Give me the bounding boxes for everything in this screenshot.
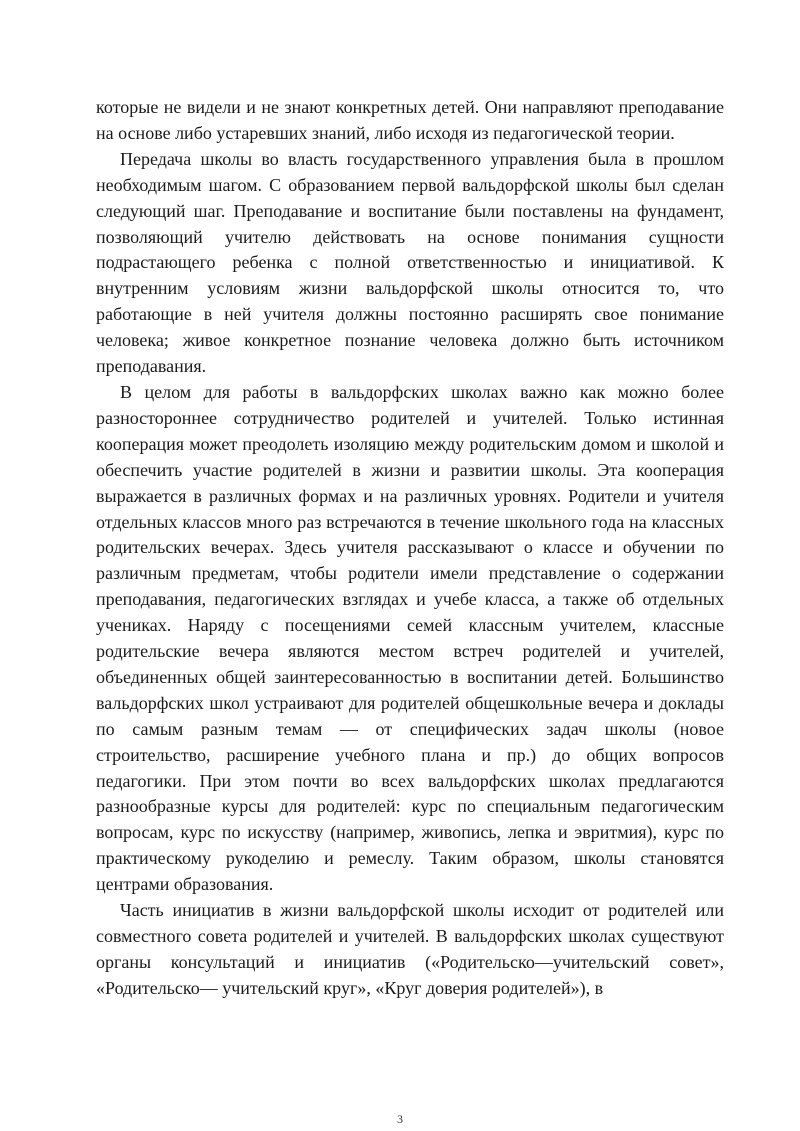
page-body (96, 95, 724, 1002)
paragraph-parent-teacher-cooperation: В целом для работы в вальдорфских школах важно как можно более разностороннее сотрудничество родителей и учителей. Только истинная кооперация может преодолеть изоляцию между родительским домом и школой и обеспечить участие родителей в жизни и развитии школы. Эта кооперация выражается в различных формах и на различных уровнях. Родители и учителя отдельных классов много раз встречаются в течение школьного года на классных родительских вечерах. Здесь учителя рассказывают о классе и обучении по различным предметам, чтобы родители имели представление о содержании преподавания, педагогических взглядах и учебе класса, а также об отдельных учениках. Наряду с посещениями семей классным учителем, классные родительские вечера являются местом встреч родителей и учителей, объединенных общей заинтересованностью в воспитании детей. Большинство вальдорфских школ устраивают для родителей общешкольные вечера и доклады по самым разным темам — от специфических задач школы (новое строительство, расширение учебного плана и пр.) до общих вопросов педагогики. При этом почти во всех вальдорфских школах предлагаются разнообразные курсы для родителей: курс по специальным педагогическим вопросам, курс по искусству (например, живопись, лепка и эвритмия), курс по практическому рукоделию и ремеслу. Таким образом, школы становятся центрами образования. (96, 381, 724, 895)
paragraph-parent-initiatives: Часть инициатив в жизни вальдорфской школы исходит от родителей или совместного совета родителей и учителей. В вальдорфских школах существуют органы консультаций и инициатив («Родительско—учительский совет», «Родительско— учительский круг», «Круг доверия родителей»), в (96, 900, 724, 998)
paragraph-continued: которые не видели и не знают конкретных детей. Они направляют преподавание на основе либо устаревших знаний, либо исходя из педагогической теории. (96, 97, 724, 143)
page-number: 3 (397, 1112, 403, 1126)
paragraph-state-school-transfer: Передача школы во власть государственного управления была в прошлом необходимым шагом. С образованием первой вальдорфской школы был сделан следующий шаг. Преподавание и воспитание были поставлены на фундамент, позволяющий учителю действовать на основе понимания сущности подрастающего ребенка с полной ответственностью и инициативой. К внутренним условиям жизни вальдорфской школы относится то, что работающие в ней учителя должны постоянно расширять свое понимание человека; живое конкретное познание человека должно быть источником преподавания. (96, 148, 724, 377)
